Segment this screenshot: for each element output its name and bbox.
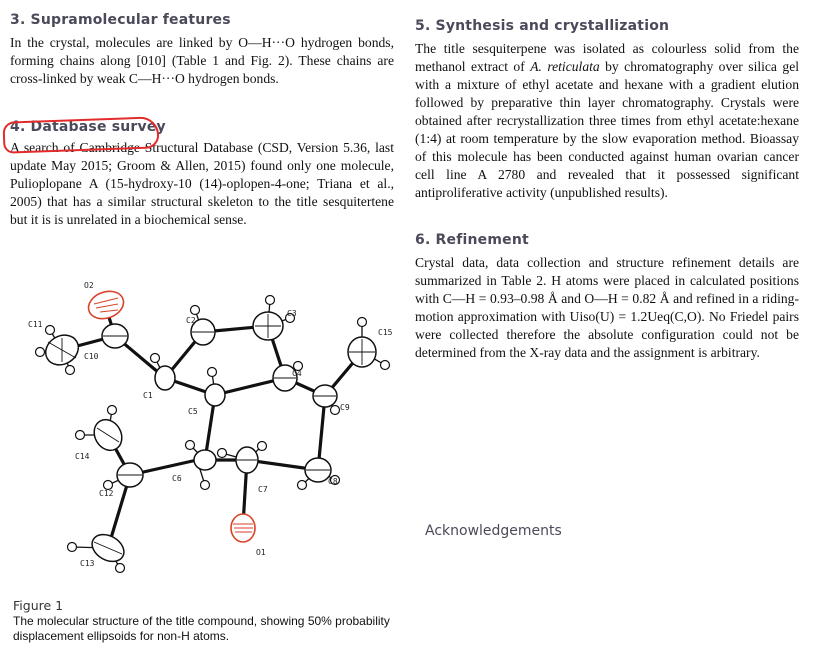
- section-text: Crystal data, data collection and structure refinement details are summarized in Table 2. H atoms were placed in calculated positions with C—H = 0.93–0.98 Å and O—H = 0.82 Å and refined in a riding-motion approximation with Uiso(U) = 1.2Ueq(C,O). No Friedel pairs were collected therefore the absolute configuration could not be determined from the X-ray data and the assignment is arbitrary.: [415, 255, 799, 360]
- acknowledgements-heading: Acknowledgements: [425, 523, 562, 539]
- atom-label: C15: [378, 328, 393, 337]
- text-run: by chromatography over silica gel with a mixture of ethyl acetate and hexane with a gradient elution followed by preparative thin layer chromatography. Crystals were obtained after recrystallization three times from ethyl acetate:hexane (1:4) at room temperature by the slow evaporation method. Bioassay of this molecule has been conducted against human ovarian cancer cell line A 2780 and revealed that it possessed significant antiproliferative activity (unpublished results).: [415, 59, 800, 200]
- atom-label: C2: [186, 316, 196, 325]
- section-text: A search of Cambridge Structural Database (CSD, Version 5.36, last update May 2015; Groom & Allen, 2015) found only one molecule, Pulioplopane A (15-hydroxy-10 (14)-oplopen-4-one; Triana et al., 2005) that has a similar structural skeleton to the title sesquitertene but it is is unrelated in a biochemical sense.: [10, 140, 394, 227]
- atom-label: C10: [84, 352, 99, 361]
- atom-label: C8: [328, 477, 338, 486]
- atom-label: C7: [258, 485, 268, 494]
- right-column: [415, 12, 799, 362]
- section-heading: 4. Database survey: [10, 119, 166, 135]
- atom-label: C11: [28, 320, 43, 329]
- section-supramolecular: [10, 12, 394, 88]
- atom-label: O1: [256, 548, 266, 557]
- atom-label: C4: [292, 369, 302, 378]
- section-heading: 6. Refinement: [415, 232, 529, 248]
- atom-label: C5: [188, 407, 198, 416]
- atom-label: C6: [172, 474, 182, 483]
- atom-label: C14: [75, 452, 90, 461]
- species-name: A. reticulata: [530, 59, 600, 74]
- ortep-diagram: [0, 270, 410, 590]
- section-text: In the crystal, molecules are linked by O—H···O hydrogen bonds, forming chains along [010] (Table 1 and Fig. 2). These chains are cross-linked by weak C—H···O hydrogen bonds.: [10, 35, 394, 86]
- figure-caption: [13, 598, 403, 644]
- atom-label: C9: [340, 403, 350, 412]
- section-heading: 5. Synthesis and crystallization: [415, 18, 670, 34]
- atom-label: C12: [99, 489, 114, 498]
- atom-label: C1: [143, 391, 153, 400]
- section-heading: 3. Supramolecular features: [10, 12, 231, 28]
- figure-number: Figure 1: [13, 598, 64, 613]
- section-refinement: [415, 232, 799, 362]
- text-run: The title sesquiterpene was isolated as colourless solid from the methanol extract of: [415, 41, 799, 74]
- atom-label: O2: [84, 281, 94, 290]
- section-text: [415, 40, 799, 202]
- hand-drawn-highlight-circle: [2, 116, 159, 153]
- atom-label: C13: [80, 559, 95, 568]
- atom-label: C3: [287, 309, 297, 318]
- figure-caption-text: The molecular structure of the title compound, showing 50% probability displacement ellipsoids for non-H atoms.: [13, 614, 390, 643]
- section-synthesis: [415, 18, 799, 202]
- molecular-structure-figure: [0, 270, 410, 590]
